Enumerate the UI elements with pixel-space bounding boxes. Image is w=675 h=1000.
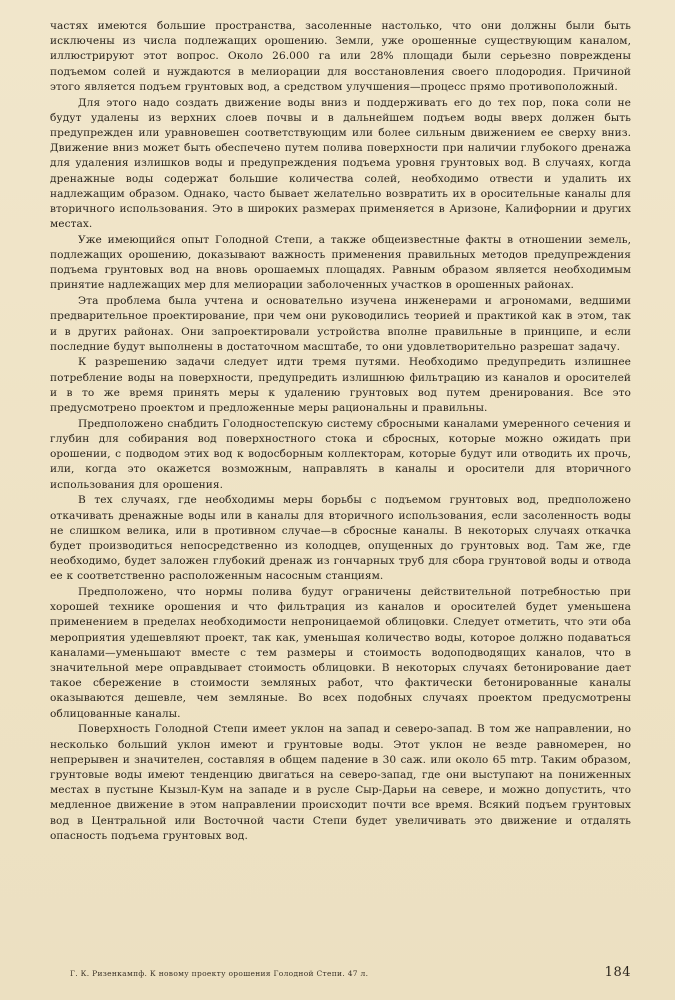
- paragraph-6: Предположено снабдить Голодностепскую систему сбросными каналами умеренного сечения и глубин для собирания вод поверхностного стока и сбросных, которые можно ожидать при орошении, с подводом этих вод к водосборным коллекторам, которые будут или отводить их прочь, или, когда это окажется возможным, направлять в каналы и оросители для вторичного использования для орошения.: [50, 417, 631, 491]
- paragraph-1: частях имеются большие пространства, засоленные настолько, что они должны были быть исключены из числа подлежащих орошению. Земли, уже орошенные существующим каналом, иллюстрируют этот вопрос. Около 26.000 га или 28% площади были серьезно повреждены подъемом солей и нуждаются в мелиорации для восстановления своего плодородия. Причиной этого является подъем грунтовых вод, а средством улучшения—процесс прямо противоположный.: [50, 20, 631, 93]
- paragraph-5: К разрешению задачи следует идти тремя путями. Необходимо предупредить излишнее потребление воды на поверхности, предупредить излишнюю фильтрацию из каналов и оросителей и в то же время принять меры к удалению грунтовых вод путем дренирования. Все это предусмотрено проектом и предложенные меры рациональны и правильны.: [50, 356, 631, 415]
- paragraph-9: Поверхность Голодной Степи имеет уклон на запад и северо-запад. В том же направлении, но несколько больший уклон имеют и грунтовые воды. Этот уклон не везде равномерен, но непрерывен и значителен, составляя в общем падение в 30 саж. или около 65 mтр. Таким образом, грунтовые воды имеют тенденцию двигаться на северо-запад, где они выступают на пониженных местах в пустыне Кызыл-Кум на западе и в русле Сыр-Дарьи на севере, и можно допустить, что медленное движение в этом направлении происходит почти все время. Всякий подъем грунтовых вод в Центральной или Восточной части Степи будет увеличивать это движение и отдалять опасность подъема грунтовых вод.: [50, 723, 631, 842]
- paragraph-7: В тех случаях, где необходимы меры борьбы с подъемом грунтовых вод, предположено откачивать дренажные воды или в каналы для вторичного использования, если засоленность воды не слишком велика, или в противном случае—в сбросные каналы. В некоторых случаях откачка будет производиться непосредственно из колодцев, опущенных до грунтовых вод. Там же, где необходимо, будет заложен глубокий дренаж из гончарных труб для сбора грунтовой воды и отвода ее к соответственно расположенным насосным станциям.: [50, 494, 631, 583]
- footnote: Г. К. Ризенкампф. К новому проекту орошения Голодной Степи. 47 л.: [70, 969, 369, 978]
- page-footer: [70, 965, 631, 980]
- paragraph-2: Для этого надо создать движение воды вниз и поддерживать его до тех пор, пока соли не будут удалены из верхних слоев почвы и в дальнейшем подъем воды вверх должен быть предупрежден или уравновешен соответствующим или более сильным движением ее сверху вниз. Движение вниз может быть обеспечено путем полива поверхности при наличии глубокого дренажа для удаления излишков воды и предупреждения подъема уровня грунтовых вод. В случаях, когда дренажные воды содержат большие количества солей, необходимо отвести и удалить их надлежащим образом. Однако, часто бывает желательно возвратить их в оросительные каналы для вторичного использования. Это в широких размерах применяется в Аризоне, Калифорнии и других местах.: [50, 96, 631, 231]
- page-number: 184: [604, 965, 631, 980]
- paragraph-8: Предположено, что нормы полива будут ограничены действительной потребностью при хорошей технике орошения и что фильтрация из каналов и оросителей будет уменьшена применением в пределах необходимости непроницаемой облицовки. Следует отметить, что эти оба мероприятия удешевляют проект, так как, уменьшая количество воды, которое должно подаваться каналами—уменьшают вместе с тем размеры и стоимость водоподводящих каналов, что в значительной мере оправдывает стоимость облицовки. В некоторых случаях бетонирование дает такое сбережение в стоимости земляных работ, что фактически бетонированные каналы оказываются дешевле, чем земляные. Во всех подобных случаях проектом предусмотрены облицованные каналы.: [50, 586, 631, 720]
- paragraph-3: Уже имеющийся опыт Голодной Степи, а также общеизвестные факты в отношении земель, подлежащих орошению, доказывают важность применения правильных методов предупреждения подъема грунтовых вод на вновь орошаемых площадях. Равным образом является необходимым принятие надлежащих мер для мелиорации заболоченных участков в орошенных районах.: [50, 233, 631, 292]
- paragraph-4: Эта проблема была учтена и основательно изучена инженерами и агрономами, ведшими предварительное проектирование, при чем они руководились теорией и практикой как в этом, так и в других районах. Они запроектировали устройства вполне правильные в принципе, и если последние будут выполнены в достаточном масштабе, то они удовлетворительно разрешат задачу.: [50, 295, 631, 353]
